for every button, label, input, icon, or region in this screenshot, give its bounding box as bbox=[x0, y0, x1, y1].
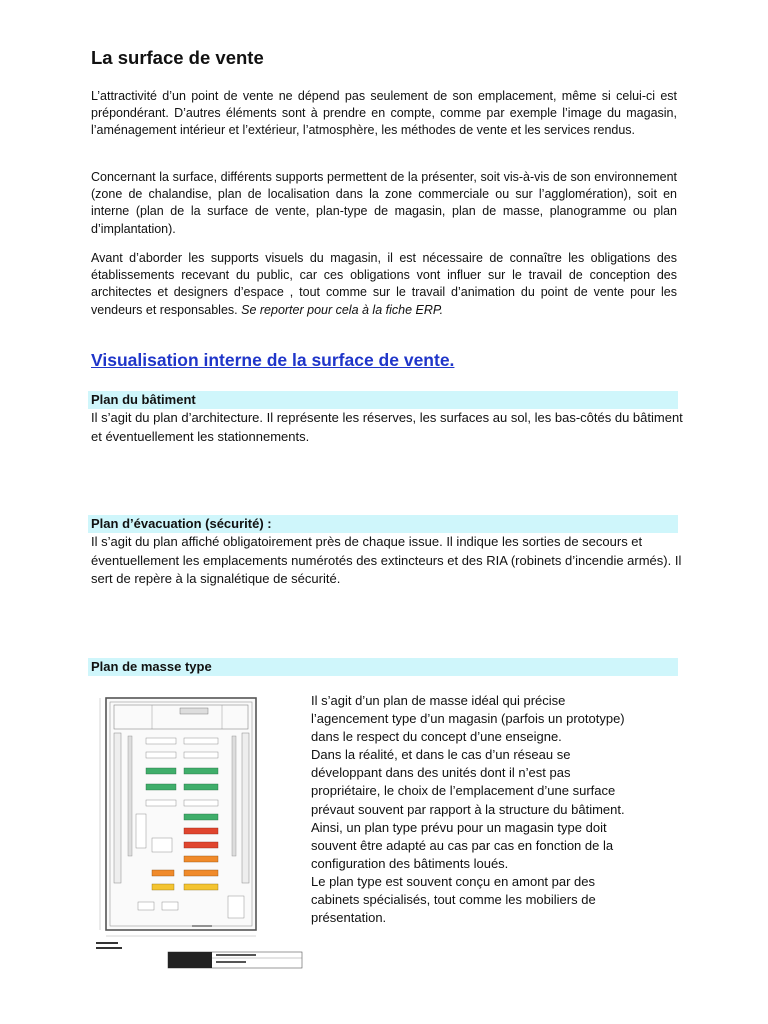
plan-masse-line: Il s’agit d’un plan de masse idéal qui précise bbox=[311, 693, 566, 708]
erp-reference-note: Se reporter pour cela à la fiche ERP. bbox=[241, 302, 444, 317]
intro-paragraph-3-text: Avant d’aborder les supports visuels du magasin, il est nécessaire de connaître les obligations des établissements recevant du public, car ces obligations vont influer sur le travail de conception des architectes et designers d’espace , tout comme sur le travail d’animation du point de vente pour les vendeurs et responsables. bbox=[91, 251, 677, 317]
plan-masse-line: présentation. bbox=[311, 910, 387, 926]
plan-masse-line: développant dans des unités dont il n’est pas bbox=[311, 765, 571, 781]
plan-batiment-heading: Plan du bâtiment bbox=[88, 391, 678, 409]
plan-batiment-text: Il s’agit du plan d’architecture. Il représente les réserves, les surfaces au sol, les bas-côtés du bâtiment et éventuellement les stationnements. bbox=[91, 410, 683, 444]
intro-paragraph-3 bbox=[91, 250, 677, 319]
plan-masse-heading: Plan de masse type bbox=[88, 658, 678, 676]
plan-masse-line: prévaut souvent par rapport à la structure du bâtiment. bbox=[311, 801, 625, 817]
section-title-link[interactable]: Visualisation interne de la surface de vente. bbox=[91, 350, 455, 370]
page-title: La surface de vente bbox=[91, 47, 264, 68]
plan-masse-text bbox=[311, 692, 681, 927]
plan-masse-line: configuration des bâtiments loués. bbox=[311, 855, 509, 871]
plan-masse-line: Le plan type est souvent conçu en amont par des bbox=[311, 873, 596, 889]
store-floor-plan-image bbox=[92, 688, 304, 973]
plan-masse-line: cabinets spécialisés, tout comme les mobiliers de bbox=[311, 892, 596, 908]
plan-masse-line: l’agencement type d’un magasin (parfois un prototype) bbox=[311, 711, 625, 727]
intro-paragraph-2: Concernant la surface, différents supports permettent de la présenter, soit vis-à-vis de son environnement (zone de chalandise, plan de localisation dans la zone commerciale ou sur l’agglomération), soit en interne (plan de la surface de vente, plan-type de magasin, plan de masse, planogramme ou plan d’implantation). bbox=[91, 170, 677, 236]
plan-evacuation-heading: Plan d’évacuation (sécurité) : bbox=[88, 515, 678, 533]
plan-masse-line: Ainsi, un plan type prévu pour un magasin type doit bbox=[311, 819, 607, 835]
plan-masse-line: Dans la réalité, et dans le cas d’un réseau se bbox=[311, 747, 571, 763]
plan-masse-line: propriétaire, le choix de l’emplacement d’une surface bbox=[311, 783, 616, 799]
plan-masse-line: souvent être adapté au cas par cas en fonction de la bbox=[311, 837, 614, 853]
plan-masse-line: dans le respect du concept d’une enseigne. bbox=[311, 729, 562, 745]
intro-paragraph-1: L’attractivité d’un point de vente ne dépend pas seulement de son emplacement, même si celui-ci est prépondérant. D’autres éléments sont à prendre en compte, comme par exemple l’image du magasin, l’aménagement intérieur et l’extérieur, l’atmosphère, les méthodes de vente et les services rendus. bbox=[91, 89, 677, 138]
plan-evacuation-text: Il s’agit du plan affiché obligatoirement près de chaque issue. Il indique les sorties de secours et éventuellement les emplacements numérotés des extincteurs et des RIA (robinets d’incendie armés). Il sert de repère à la signalétique de sécurité. bbox=[91, 534, 682, 586]
